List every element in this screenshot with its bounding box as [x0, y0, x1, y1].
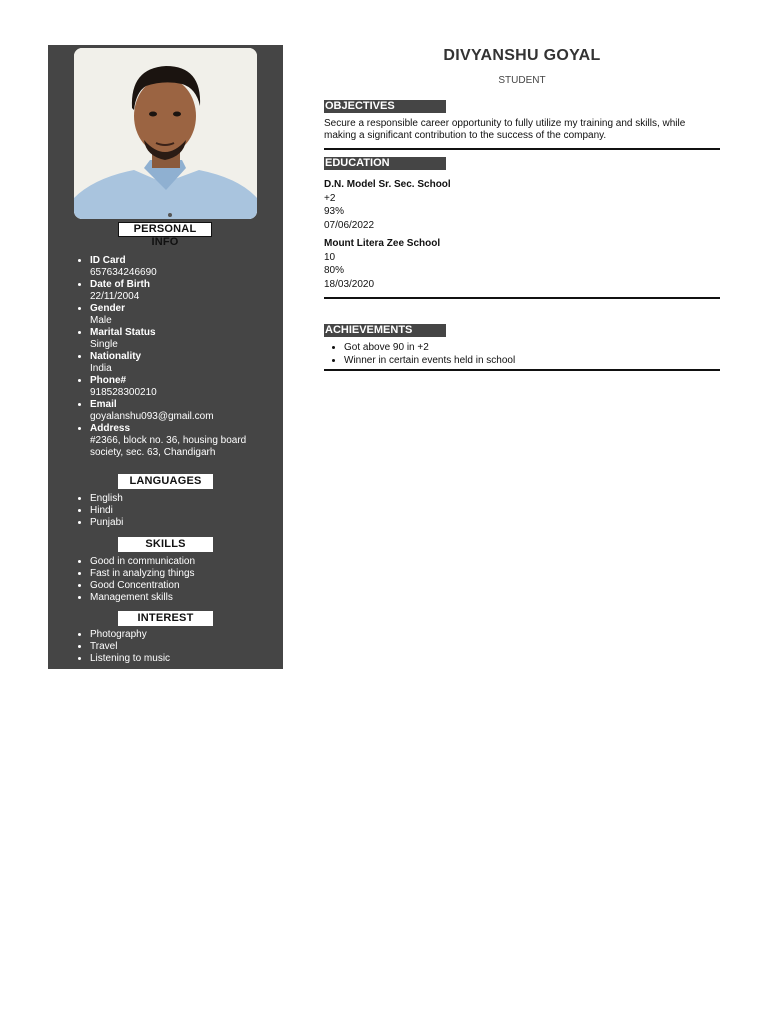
school-name: Mount Litera Zee School: [324, 238, 441, 249]
person-title: STUDENT: [498, 75, 546, 86]
list-item: • Marital Status Single: [90, 327, 290, 351]
sidebar: [48, 45, 283, 669]
score: 80%: [324, 265, 345, 276]
personal-info-list: [76, 255, 290, 459]
divider: [324, 369, 720, 371]
grade: 10: [324, 251, 336, 263]
person-name: DIVYANSHU GOYAL: [443, 47, 601, 64]
list-item: • Listening to music: [90, 653, 290, 665]
list-item: • Travel: [90, 641, 290, 653]
list-item: • Good Concentration: [90, 580, 290, 592]
date: 18/03/2020: [324, 278, 375, 290]
list-item: • Good in communication: [90, 556, 290, 568]
objectives-heading: OBJECTIVES: [324, 100, 446, 113]
education-entry: [324, 178, 720, 232]
list-item: • Photography: [90, 629, 290, 641]
languages-list: [76, 493, 290, 529]
achievements-heading: ACHIEVEMENTS: [324, 324, 446, 337]
interest-list: [76, 629, 290, 665]
list-item: • Fast in analyzing things: [90, 568, 290, 580]
school-name: D.N. Model Sr. Sec. School: [324, 179, 451, 190]
skills-heading: SKILLS: [118, 537, 213, 552]
objectives-text: Secure a responsible career opportunity to fully utilize my training and skills, while making a significant contribution to the success of the company.: [324, 118, 686, 141]
list-item: • Punjabi: [90, 517, 290, 529]
list-item: • Email goyalanshu093@gmail.com: [90, 399, 290, 423]
list-item: • Hindi: [90, 505, 290, 517]
list-item: • Winner in certain events held in school: [344, 355, 720, 368]
date: 07/06/2022: [324, 219, 375, 231]
list-item: • Nationality India: [90, 351, 290, 375]
education-heading: EDUCATION: [324, 157, 446, 170]
list-item: • Gender Male: [90, 303, 290, 327]
list-item: • Got above 90 in +2: [344, 342, 720, 355]
score: 93%: [324, 206, 345, 217]
list-item: • Phone# 918528300210: [90, 375, 290, 399]
list-item: • Address #2366, block no. 36, housing board society, sec. 63, Chandigarh: [90, 423, 290, 459]
profile-photo: [74, 48, 257, 219]
languages-heading: LANGUAGES: [118, 474, 213, 489]
divider: [324, 148, 720, 150]
list-item: • ID Card 657634246690: [90, 255, 290, 279]
personal-info-heading: PERSONAL INFO: [118, 222, 212, 237]
list-item: • Management skills: [90, 592, 290, 604]
interest-heading: INTEREST: [118, 611, 213, 626]
list-item: • Date of Birth 22/11/2004: [90, 279, 290, 303]
education-entry: [324, 237, 720, 291]
grade: +2: [324, 192, 336, 204]
achievements-list: [324, 342, 720, 367]
list-item: • English: [90, 493, 290, 505]
divider: [324, 297, 720, 299]
skills-list: [76, 556, 290, 604]
